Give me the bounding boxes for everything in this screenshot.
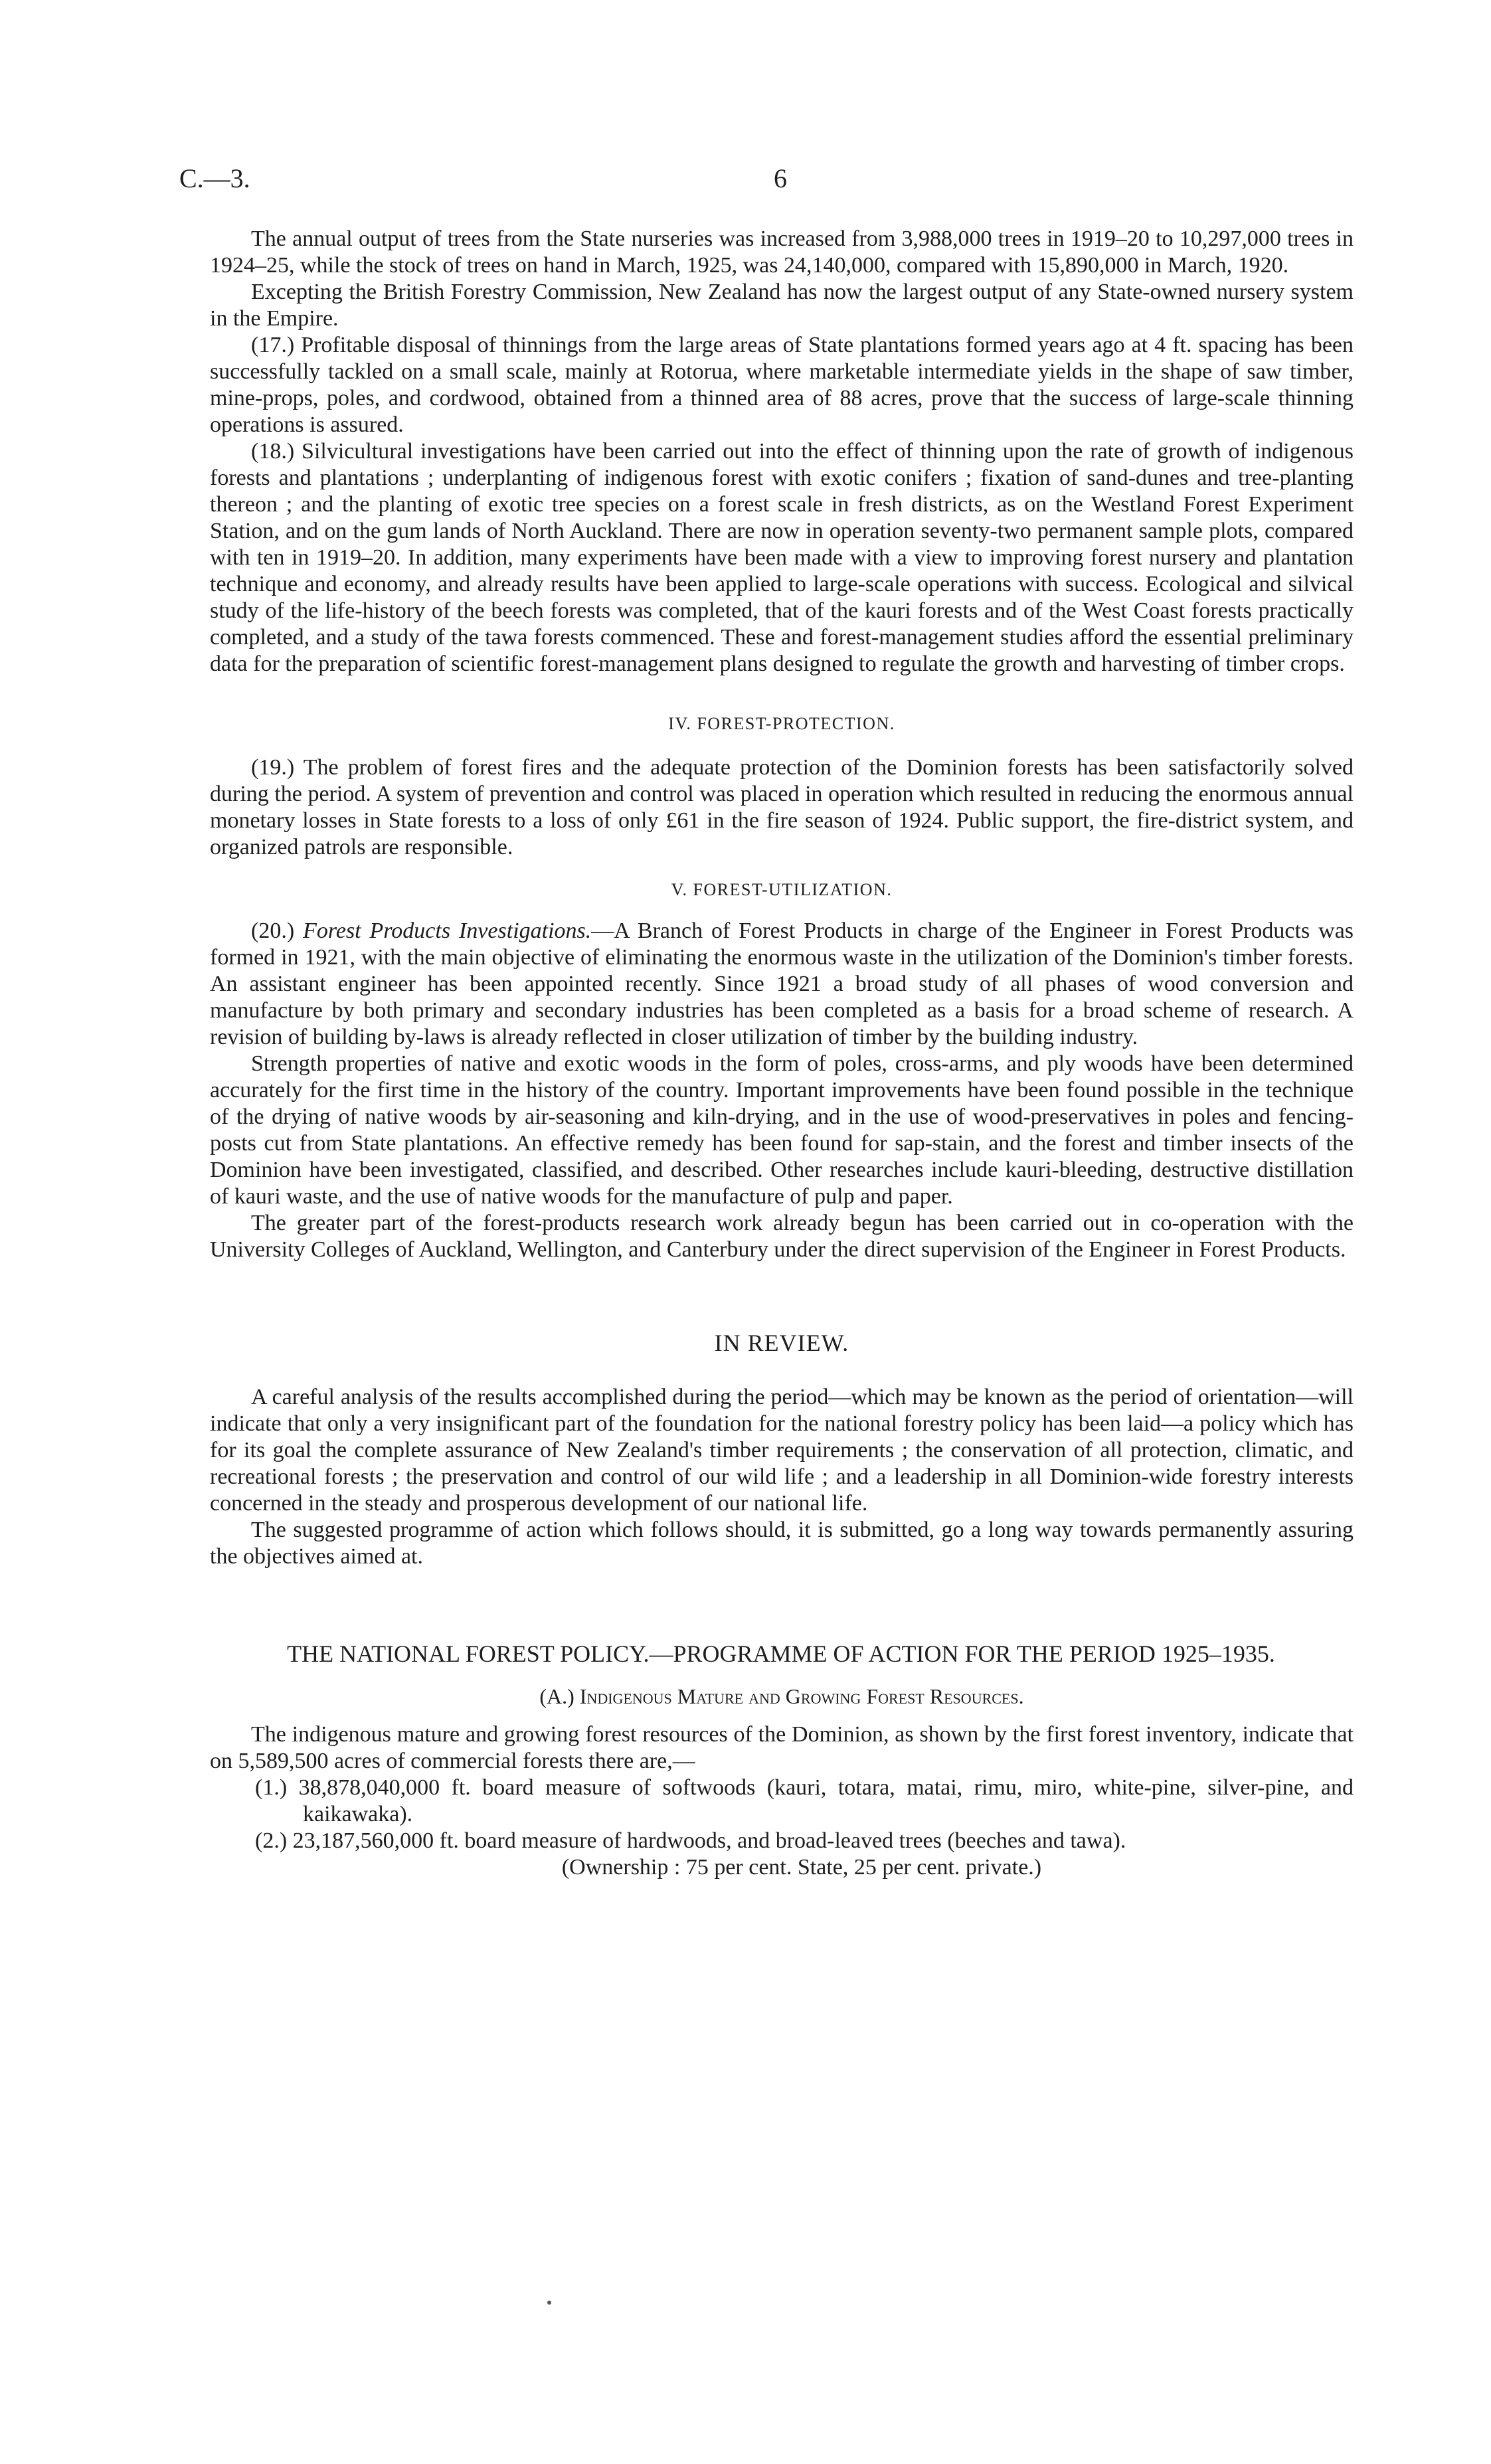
list-item-softwoods <box>210 1775 1354 1828</box>
paragraph-review-analysis: A careful analysis of the results accomplished during the period—which may be known as the period of orientation—will indicate that only a very insignificant part of the foundation for the national forestry policy has been laid—a policy which has for its goal the complete assurance of New Zealand's timber requirements ; the conservation of all protection, climatic, and recreational forests ; the preservation and control of our wild life ; and a leadership in all Dominion-wide forestry interests concerned in the steady and prosperous development of our national life. <box>210 1385 1354 1516</box>
paragraph-review-programme: The suggested programme of action which follows should, it is submitted, go a long way towards permanently assuring the objectives aimed at. <box>210 1518 1354 1569</box>
list-item-number: (1.) <box>255 1775 288 1800</box>
list-item-number: (2.) <box>255 1828 288 1853</box>
paragraph-17-thinnings: (17.) Profitable disposal of thinnings from the large areas of State plantations formed years ago at 4 ft. spacing has been successfully tackled on a small scale, mainly at Rotorua, where marketable intermediate yields in the shape of saw timber, mine-props, poles, and cordwood, obtained from a thinned area of 88 acres, prove that the success of large-scale thinning operations is assured. <box>210 333 1354 437</box>
subheading-indigenous-resources: (A.) Indigenous Mature and Growing Forest Resources. <box>539 1684 1024 1708</box>
paragraph-19-fire-protection: (19.) The problem of forest fires and the adequate protection of the Dominion forests has been satisfactorily solved during the period. A system of prevention and control was placed in operation which resulted in reducing the enormous annual monetary losses in State forests to a loss of only £61 in the fire season of 1924. Public support, the fire-district system, and organized patrols are responsible. <box>210 755 1354 859</box>
paragraph-title: Forest Products Investigations. <box>303 919 592 943</box>
page-number: 6 <box>774 163 787 193</box>
paragraph-body: —A Branch of Forest Products in charge of the Engineer in Forest Products was formed in 1921, with the main objective of eliminating the enormous waste in the utilization of the Dominion's timber forests. An assistant engineer has been appointed recently. Since 1921 a broad study of all phases of wood conversion and manufacture by both primary and secondary industries has been completed as a basis for a broad scheme of research. A revision of building by-laws is already reflected in closer utilization of timber by the building industry. <box>210 919 1354 1049</box>
list-item-hardwoods <box>210 1828 1354 1854</box>
paragraph-nursery-system: Excepting the British Forestry Commission, New Zealand has now the largest output of any State-owned nursery system in the Empire. <box>210 280 1354 331</box>
ownership-note: (Ownership : 75 per cent. State, 25 per cent. private.) <box>561 1855 1042 1880</box>
section-heading-in-review: IN REVIEW. <box>714 1330 849 1356</box>
paragraph-20-forest-products <box>210 918 1354 1051</box>
list-item-text: 23,187,560,000 ft. board measure of hardwoods, and broad-leaved trees (beeches and tawa). <box>292 1828 1126 1853</box>
page-header <box>179 163 1355 203</box>
section-heading-forest-protection: IV. FOREST-PROTECTION. <box>668 714 895 733</box>
section-heading-forest-utilization: V. FOREST-UTILIZATION. <box>671 880 893 899</box>
list-item-text: 38,878,040,000 ft. board measure of softwoods (kauri, totara, matai, rimu, miro, white-pine, silver-pine, and kaikawaka). <box>298 1775 1354 1826</box>
body-text <box>210 226 1354 1881</box>
paragraph-number: (20.) <box>251 919 295 943</box>
document-reference: C.—3. <box>179 163 250 193</box>
paragraph-strength-properties: Strength properties of native and exotic woods in the form of poles, cross-arms, and ply woods have been determined accurately for the first time in the history of the country. Important improvements have been found possible in the technique of the drying of native woods by air-seasoning and kiln-drying, and in the use of wood-preservatives in poles and fencing-posts cut from State plantations. An effective remedy has been found for sap-stain, and the forest and timber insects of the Dominion have been investigated, classified, and described. Other researches include kauri-bleeding, destructive distillation of kauri waste, and the use of native woods for the manufacture of pulp and paper. <box>210 1051 1354 1209</box>
paragraph-cooperation: The greater part of the forest-products research work already begun has been carried out in co-operation with the University Colleges of Auckland, Wellington, and Canterbury under the direct supervision of the Engineer in Forest Products. <box>210 1211 1354 1262</box>
paragraph-nursery-output: The annual output of trees from the State nurseries was increased from 3,988,000 trees in 1919–20 to 10,297,000 trees in 1924–25, while the stock of trees on hand in March, 1925, was 24,140,000, compared with 15,890,000 in March, 1920. <box>210 226 1354 278</box>
paragraph-forest-inventory: The indigenous mature and growing forest resources of the Dominion, as shown by the first forest inventory, indicate that on 5,589,500 acres of commercial forests there are,— <box>210 1722 1354 1773</box>
stray-mark <box>547 2301 551 2305</box>
section-heading-national-forest-policy: THE NATIONAL FOREST POLICY.—PROGRAMME OF ACTION FOR THE PERIOD 1925–1935. <box>287 1640 1275 1667</box>
paragraph-18-silviculture: (18.) Silvicultural investigations have been carried out into the effect of thinning upon the rate of growth of indigenous forests and plantations ; underplanting of indigenous forest with exotic conifers ; fixation of sand-dunes and tree-planting thereon ; and the planting of exotic tree species on a forest scale in fresh districts, as on the Westland Forest Experiment Station, and on the gum lands of North Auckland. There are now in operation seventy-two permanent sample plots, compared with ten in 1919–20. In addition, many experiments have been made with a view to improving forest nursery and plantation technique and economy, and already results have been applied to large-scale operations with success. Ecological and silvical study of the life-history of the beech forests was completed, that of the kauri forests and of the West Coast forests practically completed, and a study of the tawa forests commenced. These and forest-management studies afford the essential preliminary data for the preparation of scientific forest-management plans designed to regulate the growth and harvesting of timber crops. <box>210 439 1354 676</box>
